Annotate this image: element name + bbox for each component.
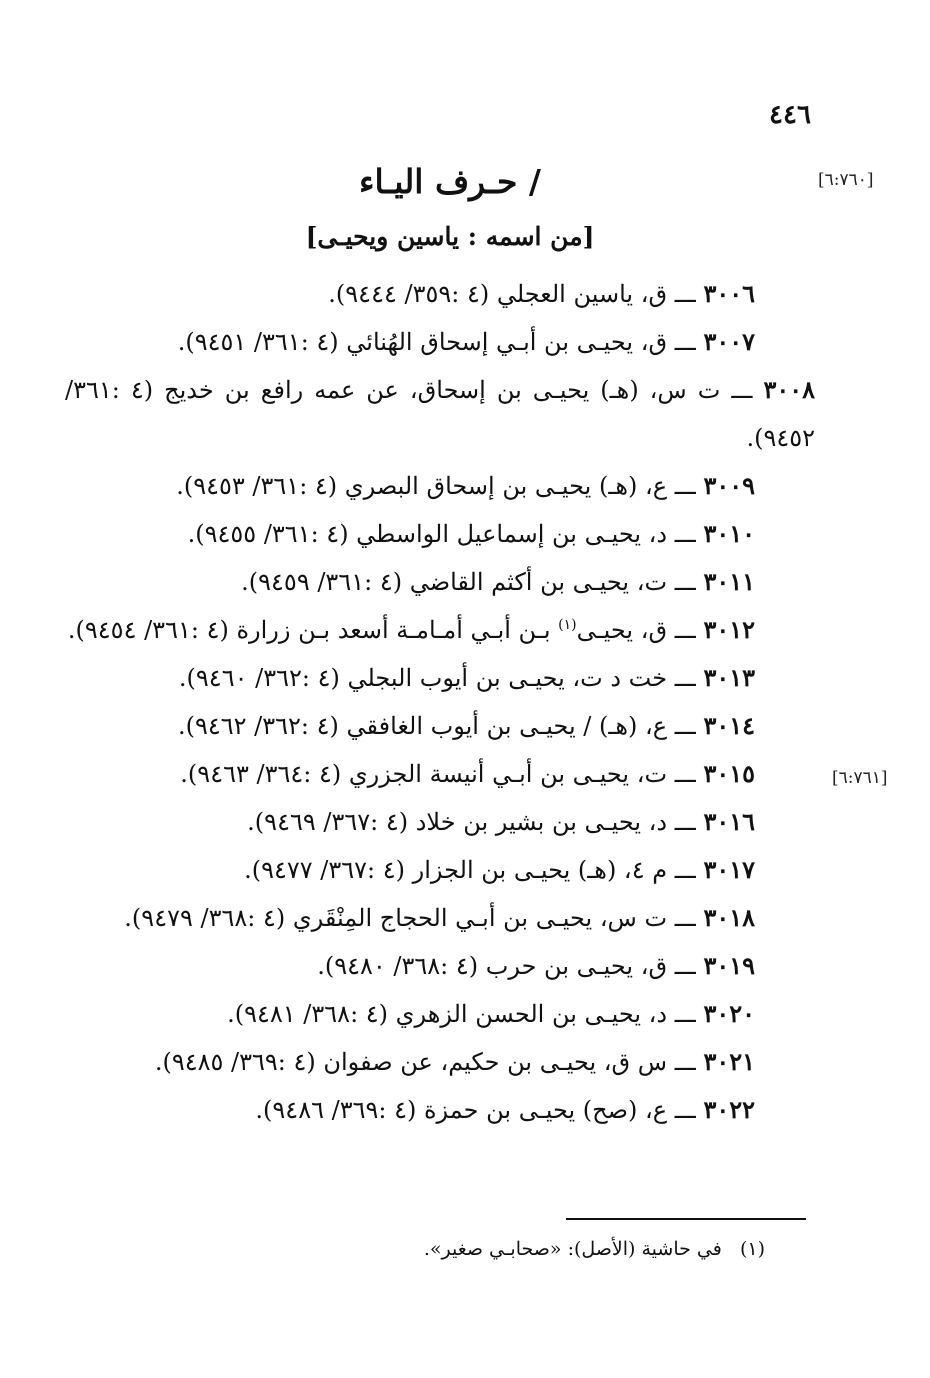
- entry-number: ٣٠١١: [703, 567, 755, 596]
- entry-separator: ـــ: [667, 1000, 704, 1028]
- margin-reference: [٦:٧٦٠]: [818, 170, 874, 190]
- entry-text: ق، يحيـى: [576, 616, 668, 644]
- entry-separator: ـــ: [667, 904, 704, 932]
- entry-separator: ـــ: [667, 568, 704, 596]
- entry-text: س ق، يحيـى بن حكيم، عن صفوان (٤ :٣٦٩/ ٩٤٨٥).: [154, 1048, 668, 1076]
- entry-number: ٣٠٠٧: [703, 327, 755, 356]
- footnote-text: في حاشية (الأصل): «صحابـي صغير».: [423, 1238, 722, 1260]
- entry-number: ٣٠١٤: [703, 711, 755, 740]
- entry-number: ٣٠٠٦: [703, 279, 755, 308]
- entry: [65, 1038, 755, 1086]
- entry-separator: ـــ: [667, 712, 704, 740]
- footnote: [265, 1238, 765, 1260]
- entry: [65, 894, 755, 942]
- entry-text: د، يحيـى بن بشير بن خلاد (٤ :٣٦٧/ ٩٤٦٩).: [247, 808, 668, 836]
- entry-text: ع، (هـ) يحيـى بن إسحاق البصري (٤ :٣٦١/ ٩٤٥٣).: [176, 472, 668, 500]
- entry-number: ٣٠١٦: [703, 807, 755, 836]
- entry-text: م ٤، (هـ) يحيـى بن الجزار (٤ :٣٦٧/ ٩٤٧٧).: [244, 856, 668, 884]
- section-title: [من اسمه : ياسين ويحيـى]: [305, 222, 595, 251]
- entry-number: ٣٠١٩: [703, 951, 755, 980]
- entry-number: ٣٠١٣: [703, 663, 755, 692]
- entry: [65, 942, 755, 990]
- entry-list: [65, 270, 816, 1134]
- entry-separator: ـــ: [667, 952, 704, 980]
- entry: [65, 846, 755, 894]
- entry-text: بـن أبـي أمـامـة أسعد بـن زرارة (٤ :٣٦١/ ٩٤٥٤).: [67, 616, 559, 644]
- entry-text: ق، يحيـى بن أبـي إسحاق الهُنائي (٤ :٣٦١/ ٩٤٥١).: [177, 328, 668, 356]
- entry-separator: ـــ: [667, 760, 704, 788]
- entry-text: ع، (هـ) / يحيـى بن أيوب الغافقي (٤ :٣٦٢/ ٩٤٦٢).: [177, 712, 668, 740]
- footnote-number: (١): [739, 1238, 765, 1260]
- entry-text: ت س، (هـ) يحيـى بن إسحاق، عن عمه رافع بن خديج (٤ :٣٦١/ ٩٤٥٢).: [65, 376, 815, 452]
- entry-text: ع، (صح) يحيـى بن حمزة (٤ :٣٦٩/ ٩٤٨٦).: [255, 1096, 668, 1124]
- entry-number: ٣٠٢١: [703, 1047, 755, 1076]
- footnote-marker: (١): [558, 617, 577, 633]
- entry-separator: ـــ: [667, 472, 704, 500]
- entry: [65, 366, 815, 462]
- entry-text: خت د ت، يحيـى بن أيوب البجلي (٤ :٣٦٢/ ٩٤٦٠).: [178, 664, 668, 692]
- entry-number: ٣٠١٧: [703, 855, 755, 884]
- entry-separator: ـــ: [720, 376, 764, 404]
- margin-reference: [٦:٧٦١]: [832, 768, 888, 788]
- entry-separator: ـــ: [667, 808, 704, 836]
- entry-number: ٣٠١٢: [703, 615, 755, 644]
- entry-number: ٣٠٠٨: [763, 375, 816, 404]
- entry: [65, 558, 755, 606]
- entry: [65, 750, 755, 798]
- chapter-title: / حـرف اليـاء: [359, 162, 541, 201]
- entry-text: ق، ياسين العجلي (٤ :٣٥٩/ ٩٤٤٤).: [328, 280, 668, 308]
- entry-number: ٣٠٢٢: [703, 1095, 755, 1124]
- entry-separator: ـــ: [667, 1096, 704, 1124]
- entry-number: ٣٠١٨: [703, 903, 755, 932]
- entry-number: ٣٠٢٠: [703, 999, 755, 1028]
- entry-separator: ـــ: [667, 328, 704, 356]
- entry: [45, 606, 755, 654]
- entry: [65, 798, 755, 846]
- entry-number: ٣٠٠٩: [703, 471, 755, 500]
- entry-number: ٣٠١٠: [703, 519, 755, 548]
- entry: [65, 462, 755, 510]
- entry: [65, 510, 755, 558]
- entry: [65, 654, 755, 702]
- entry-separator: ـــ: [667, 280, 704, 308]
- entry: [65, 990, 755, 1038]
- entry: [65, 1086, 755, 1134]
- entry-separator: ـــ: [667, 1048, 704, 1076]
- entry: [65, 702, 755, 750]
- entry: [65, 318, 755, 366]
- entry-separator: ـــ: [667, 664, 704, 692]
- entry-text: ت س، يحيـى بن أبـي الحجاج المِنْقَري (٤ :٣٦٨/ ٩٤٧٩).: [124, 904, 668, 932]
- entry-number: ٣٠١٥: [703, 759, 755, 788]
- footnote-divider: [566, 1218, 806, 1220]
- entry-text: ت، يحيـى بن أكثم القاضي (٤ :٣٦١/ ٩٤٥٩).: [241, 568, 668, 596]
- entry: [65, 270, 755, 318]
- entry-separator: ـــ: [667, 520, 704, 548]
- entry-separator: ـــ: [667, 616, 704, 644]
- entry-text: د، يحيـى بن الحسن الزهري (٤ :٣٦٨/ ٩٤٨١).: [227, 1000, 668, 1028]
- page-number: ٤٤٦: [769, 100, 811, 130]
- entry-text: ت، يحيـى بن أبـي أنيسة الجزري (٤ :٣٦٤/ ٩٤٦٣).: [180, 760, 668, 788]
- entry-text: ق، يحيـى بن حرب (٤ :٣٦٨/ ٩٤٨٠).: [317, 952, 668, 980]
- entry-separator: ـــ: [667, 856, 704, 884]
- entry-text: د، يحيـى بن إسماعيل الواسطي (٤ :٣٦١/ ٩٤٥٥).: [187, 520, 668, 548]
